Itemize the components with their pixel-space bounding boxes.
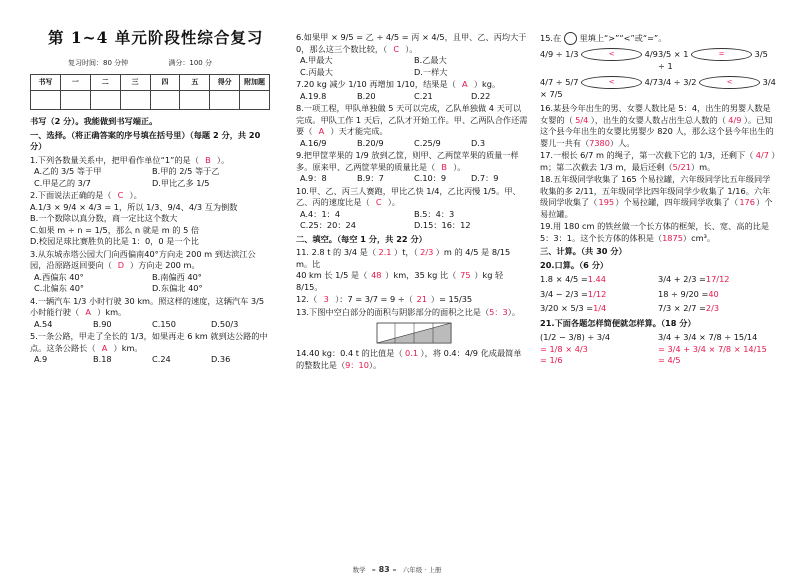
q4-answer[interactable]: A (85, 307, 91, 317)
score-header: 二 (90, 75, 120, 91)
q7-options (300, 91, 528, 103)
q21-step[interactable]: = 1/6 (540, 355, 563, 365)
q3-stem: 3.从东城赤塔公园大门向西偏南40°方向走 200 m 到达滨江公园，沿原路返回要向（ (30, 248, 256, 270)
option: C.24 (152, 354, 171, 364)
q8-end: ）天才能完成。 (330, 126, 388, 136)
option: D.甲比乙多 1/5 (152, 177, 210, 188)
column-right (540, 32, 776, 370)
calc-answer[interactable]: 40 (708, 288, 719, 299)
column-left (30, 28, 270, 367)
q12-blank-2[interactable]: 21 (416, 294, 428, 304)
question-14 (296, 348, 528, 371)
q12-text: ）= 15/35 (430, 294, 473, 304)
page-title: 第 1~4 单元阶段性综合复习 (48, 28, 264, 47)
q6-answer[interactable]: C (393, 43, 400, 54)
q17-text: ）m；第二次截去 1/3 m，最后还剩（ (540, 150, 776, 172)
score-header: 得分 (210, 75, 240, 91)
q18-text: 18.五年级同学收集了 165 个易拉罐，六年级同学比五年级同学收集的多 2/11，五年级同学比四年级同学少收集了 1/16。六年级同学收集了（ (540, 174, 771, 207)
q11-line-2 (296, 270, 528, 293)
calc-answer[interactable]: 2/3 (705, 303, 720, 313)
q2-stem: 2.下面说法正确的是（ (30, 190, 112, 200)
calc-expr: 7/3 × 2/7 = (658, 303, 706, 313)
calc-answer[interactable]: 17/12 (705, 274, 730, 284)
option: C.丙最大 (300, 66, 333, 77)
q16-text: ）。已知这个县今年出生的女婴比男婴少 820 人，那么这个县今年出生的婴儿一共有（ (540, 114, 774, 148)
q8-options (300, 138, 528, 150)
question-9 (296, 150, 528, 185)
q11-blank-2[interactable]: 2/3 (420, 247, 434, 257)
q9-end: ）。 (453, 161, 466, 172)
review-time: 复习时间：80 分钟 (68, 58, 129, 67)
option: C.10：9 (414, 173, 447, 183)
question-2 (30, 190, 270, 248)
question-1 (30, 155, 270, 190)
q15-expr: 4/7 ÷ 5/7 (540, 76, 579, 87)
q14-blank-1[interactable]: 0.1 (405, 348, 419, 358)
q13-answer[interactable]: 5：3 (489, 306, 508, 317)
q3-options (34, 272, 270, 295)
compare-circle-icon (564, 32, 577, 45)
question-15 (540, 32, 776, 100)
option: C.25/9 (414, 137, 441, 148)
option: A.16/9 (300, 137, 327, 148)
footer-subject: 数学 (352, 566, 366, 574)
q11-blank-1[interactable]: 2.1 (378, 247, 392, 257)
option: C.北偏东 40° (34, 283, 84, 293)
q21-expr: 3/4 + 3/4 × 7/8 ÷ 15/14 (658, 332, 758, 342)
question-5 (30, 331, 270, 366)
q15-expr: 3/5 × 1 (658, 49, 689, 59)
question-16 (540, 103, 776, 149)
q15-expr: 3/5 ÷ 1 (658, 49, 768, 71)
q15-text: 里填上“>”“<”或“=”。 (579, 33, 667, 43)
q18-blank-2[interactable]: 176 (739, 197, 755, 207)
q18-text: ）个易拉罐，四年级同学收集了（ (615, 197, 739, 207)
option: D.22 (471, 90, 491, 101)
q11-text: ）kg 轻 8/15。 (296, 270, 504, 292)
question-7 (296, 79, 528, 102)
q14-text: ），将 0.4：4/9 化成最简单的整数比是（ (296, 348, 522, 370)
question-12 (296, 294, 528, 306)
score-header: 一 (60, 75, 90, 91)
option: B.5：4：3 (414, 208, 455, 219)
q1-stem: 1.下列各数量关系中，把甲看作单位“1”的是（ (30, 154, 199, 165)
score-cell[interactable] (150, 91, 180, 110)
q13-end: ）。 (507, 306, 521, 317)
column-middle (296, 32, 528, 372)
q6-options (300, 55, 528, 78)
q15-text: 15.在 (540, 33, 562, 43)
q14-blank-2[interactable]: 9：10 (345, 359, 369, 370)
q15-answer[interactable]: < (699, 76, 760, 89)
option: A.9 (34, 354, 48, 364)
q18-blank-1[interactable]: 195 (598, 197, 615, 207)
score-header: 附加题 (240, 75, 270, 91)
q15-expr: 4/9 (644, 49, 658, 59)
q6-stem: 6.如果甲 × 9/5 = 乙 ÷ 4/5 = 丙 × 4/5，且甲、乙、丙均大于 0，那么这三个数比较，（ (296, 32, 527, 54)
calc-answer[interactable]: 1/4 (593, 303, 607, 313)
q12-text: ）：7 = 3/7 = 9 ÷（ (335, 294, 413, 304)
q15-answer[interactable]: < (581, 76, 642, 89)
q11-text: ）t，（ (394, 247, 418, 257)
q21-step[interactable]: = 1/8 × 4/3 (540, 343, 588, 354)
score-cell[interactable] (180, 91, 210, 110)
question-13 (296, 307, 528, 345)
calc-expr: 3/4 − 2/3 = (540, 288, 588, 299)
score-header: 四 (150, 75, 180, 91)
q15-row (540, 48, 776, 73)
option: A.54 (34, 318, 53, 329)
question-20 (540, 260, 776, 315)
q16-text: ），出生的女婴人数占出生总人数的（ (590, 114, 726, 125)
page-number: – 83 – (371, 565, 397, 574)
question-19 (540, 221, 776, 244)
q21-step[interactable]: = 3/4 + 3/4 × 7/8 × 14/15 (658, 343, 767, 354)
q7-stem: 7.20 kg 减少 1/10 再增加 1/10，结果是（ (296, 79, 456, 89)
q8-stem: 8.一项工程，甲队单独做 5 天可以完成，乙队单独做 4 天可以完成。甲队工作 1 天后，乙队才开始工作。甲、乙两队合作还需要（ (296, 103, 528, 136)
q15-expr: 4/7 × 7/5 (540, 76, 658, 99)
q3-end: ）方向走 200 m。 (129, 260, 200, 270)
q11-text: ）km，35 kg 比（ (385, 270, 457, 280)
q12-text: 12.（ (296, 294, 318, 304)
option: D.50/3 (211, 318, 239, 329)
section-choice-heading: 一、选择。（将正确答案的序号填在括号里）（每题 2 分，共 20 分） (30, 129, 261, 151)
score-cell[interactable] (60, 91, 90, 110)
question-6 (296, 32, 528, 78)
shaded-area-figure (376, 322, 452, 344)
q10-answer[interactable]: C (375, 197, 382, 207)
q1-end: ）。 (216, 154, 230, 165)
q14-text: 14.40 kg：0.4 t 的比值是（ (296, 348, 403, 358)
q15-answer[interactable]: = (691, 48, 752, 61)
q3-answer[interactable]: D (117, 260, 125, 270)
q15-expr: 3/4 ÷ 3/2 (658, 76, 697, 87)
option: C.25：20：24 (300, 220, 356, 230)
calc-expr: 3/4 + 2/3 = (658, 274, 706, 284)
option: D.东偏北 40° (152, 283, 203, 293)
option: B.20/9 (357, 137, 384, 148)
handwriting-note: 书写（2 分）。我能做到书写端正。 (30, 116, 158, 126)
q10-end: ）。 (387, 197, 400, 207)
q17-text: ）m。 (690, 161, 716, 172)
q11-text: 40 km 长 1/5 是（ (296, 270, 368, 280)
q11-blank-4[interactable]: 75 (460, 270, 471, 280)
section-fill-heading: 二、填空。（每空 1 分，共 22 分） (296, 233, 427, 244)
q1-answer[interactable]: B (205, 154, 211, 165)
option: B.乙最大 (414, 55, 447, 65)
option: B.90 (93, 318, 112, 329)
option: C.150 (152, 318, 176, 329)
q5-end: ）km。 (113, 342, 143, 353)
q4-stem: 4.一辆汽车 1/3 小时行驶 30 km。照这样的速度，这辆汽车 3/5 小时能行驶（ (30, 295, 265, 317)
question-8 (296, 103, 528, 149)
q5-answer[interactable]: A (101, 342, 108, 353)
mental-math-grid (540, 274, 776, 315)
option: A.1/3 × 9/4 × 4/3 = 1，所以 1/3、9/4、4/3 互为倒数 (30, 201, 238, 212)
q19-text: ）cm³。 (682, 232, 716, 243)
q1-options (34, 166, 270, 189)
q20-stem: 20.口算。（6 分） (540, 259, 609, 270)
q15-expr: 4/9 ÷ 1/3 (540, 49, 579, 59)
q8-answer[interactable]: A (318, 126, 325, 136)
q21-left (540, 332, 658, 367)
q7-end: ）kg。 (473, 79, 501, 89)
q9-answer[interactable]: B (441, 161, 448, 172)
q18-text: ）个易拉罐。 (540, 197, 773, 219)
option: D.7：9 (471, 173, 499, 183)
q11-text: 11. 2.8 t 的 3/4 是（ (296, 247, 377, 257)
option: A.4：1：4 (300, 208, 341, 219)
score-header: 五 (180, 75, 210, 91)
q7-answer[interactable]: A (462, 79, 468, 89)
option: B.甲的 2/5 等于乙 (152, 166, 220, 176)
score-table (30, 74, 270, 110)
q4-end: ）km。 (97, 307, 127, 317)
q21-expr: (1/2 − 3/8) ÷ 3/4 (540, 332, 611, 342)
option: A.乙的 3/5 等于甲 (34, 166, 102, 176)
score-cell[interactable] (31, 91, 61, 110)
option: B.南偏西 40° (152, 271, 202, 282)
q17-blank-1[interactable]: 4/7 (755, 150, 769, 160)
footer-grade: 六年级 · 上册 (402, 566, 442, 574)
question-18 (540, 174, 776, 220)
option: A.19.8 (300, 90, 327, 101)
q16-blank-3[interactable]: 7380 (589, 137, 610, 148)
option: C.21 (414, 90, 433, 101)
score-cell[interactable] (240, 91, 270, 110)
question-21 (540, 318, 776, 367)
q15-expr: 3/4 (762, 76, 776, 87)
q4-options (34, 319, 270, 331)
q21-step[interactable]: = 4/5 (658, 355, 681, 365)
option: B.20 (357, 90, 376, 101)
option: A.9：8 (300, 173, 327, 183)
q21-right (658, 332, 776, 367)
q16-text: 16.某县今年出生的男、女婴人数比是 5：4，出生的男婴人数是女婴的（ (540, 103, 771, 125)
page-footer (0, 565, 794, 574)
q10-stem: 10.甲、乙、丙三人赛跑，甲比乙快 1/4，乙比丙慢 1/5。甲、乙、丙的速度比是（ (296, 185, 521, 207)
question-4 (30, 296, 270, 331)
q11-blank-3[interactable]: 48 (371, 270, 382, 280)
option: B.一个数除以真分数，商一定比这个数大 (30, 213, 178, 223)
q16-text: ）人。 (609, 137, 635, 148)
q15-answer[interactable]: < (581, 48, 642, 61)
calc-expr: 18 ÷ 9/20 = (658, 288, 709, 299)
question-11 (296, 247, 528, 293)
option: D.校园足球比赛胜负的比是 1：0，0 是一个比 (30, 236, 199, 246)
q10-options (300, 209, 528, 232)
q21-stem: 21.下面各题怎样简便就怎样算。（18 分） (540, 317, 696, 328)
q19-blank-1[interactable]: 1875 (662, 232, 683, 243)
question-3 (30, 249, 270, 295)
option: C.如果 m ÷ n = 1/5，那么 n 就是 m 的 5 倍 (30, 224, 200, 235)
option: A.甲最大 (300, 55, 333, 65)
q2-end: ）。 (129, 190, 142, 200)
q16-blank-1[interactable]: 5/4 (575, 114, 589, 125)
option: D.15：16：12 (414, 220, 471, 230)
option: A.西偏东 40° (34, 271, 84, 282)
option: C.甲是乙的 3/7 (34, 177, 91, 188)
section-calc-heading: 三、计算。（共 30 分） (540, 246, 627, 256)
q15-row (540, 76, 776, 101)
calc-answer[interactable]: 1/12 (587, 288, 607, 299)
full-score: 满分：100 分 (168, 58, 212, 67)
score-header: 书写 (31, 75, 61, 91)
q19-text: 19.用 180 cm 的铁丝做一个长方体的框架，长、宽、高的比是 5：3：1。这个长方体的体积是（ (540, 221, 770, 243)
q13-stem: 13.下图中空白部分的面积与阴影部分的面积之比是（ (296, 306, 490, 317)
option: D.一样大 (414, 66, 448, 77)
q9-options (300, 173, 528, 185)
q5-stem: 5.一条公路，甲走了全长的 1/3，如果再走 6 km 就到达公路的中点。这条公路长（ (30, 331, 268, 353)
option: D.36 (211, 354, 231, 364)
score-header: 三 (120, 75, 150, 91)
q9-stem: 9.把甲筐苹果的 1/9 放到乙筐，则甲、乙两筐苹果的质量一样多。原来甲、乙两筐苹果的质量比是（ (296, 150, 519, 172)
calc-expr: 3/20 × 5/3 = (540, 303, 594, 313)
score-cell[interactable] (120, 91, 150, 110)
q5-options (34, 354, 270, 366)
option: D.3 (471, 137, 486, 148)
option: B.9：7 (357, 173, 384, 183)
q17-text: 17.一根长 6/7 m 的绳子，第一次截下它的 1/3，还剩下（ (540, 150, 754, 160)
score-cell[interactable] (210, 91, 240, 110)
q12-blank-1[interactable]: 3 (323, 294, 329, 304)
q14-text: ）。 (368, 359, 382, 370)
q11-text: ）m 的 4/5 是 8/15 m。比 (296, 247, 511, 269)
q17-blank-2[interactable]: 5/21 (672, 161, 691, 172)
question-10 (296, 186, 528, 232)
q2-answer[interactable]: C (117, 190, 124, 200)
calc-expr: 1.8 × 4/5 = (540, 274, 588, 284)
exam-meta (68, 58, 270, 70)
question-17 (540, 150, 776, 173)
simplify-grid (540, 332, 776, 367)
q6-end: ）。 (405, 43, 418, 54)
calc-answer[interactable]: 1.44 (587, 274, 606, 284)
score-cell[interactable] (90, 91, 120, 110)
q16-blank-2[interactable]: 4/9 (728, 114, 742, 125)
option: B.18 (93, 354, 112, 364)
